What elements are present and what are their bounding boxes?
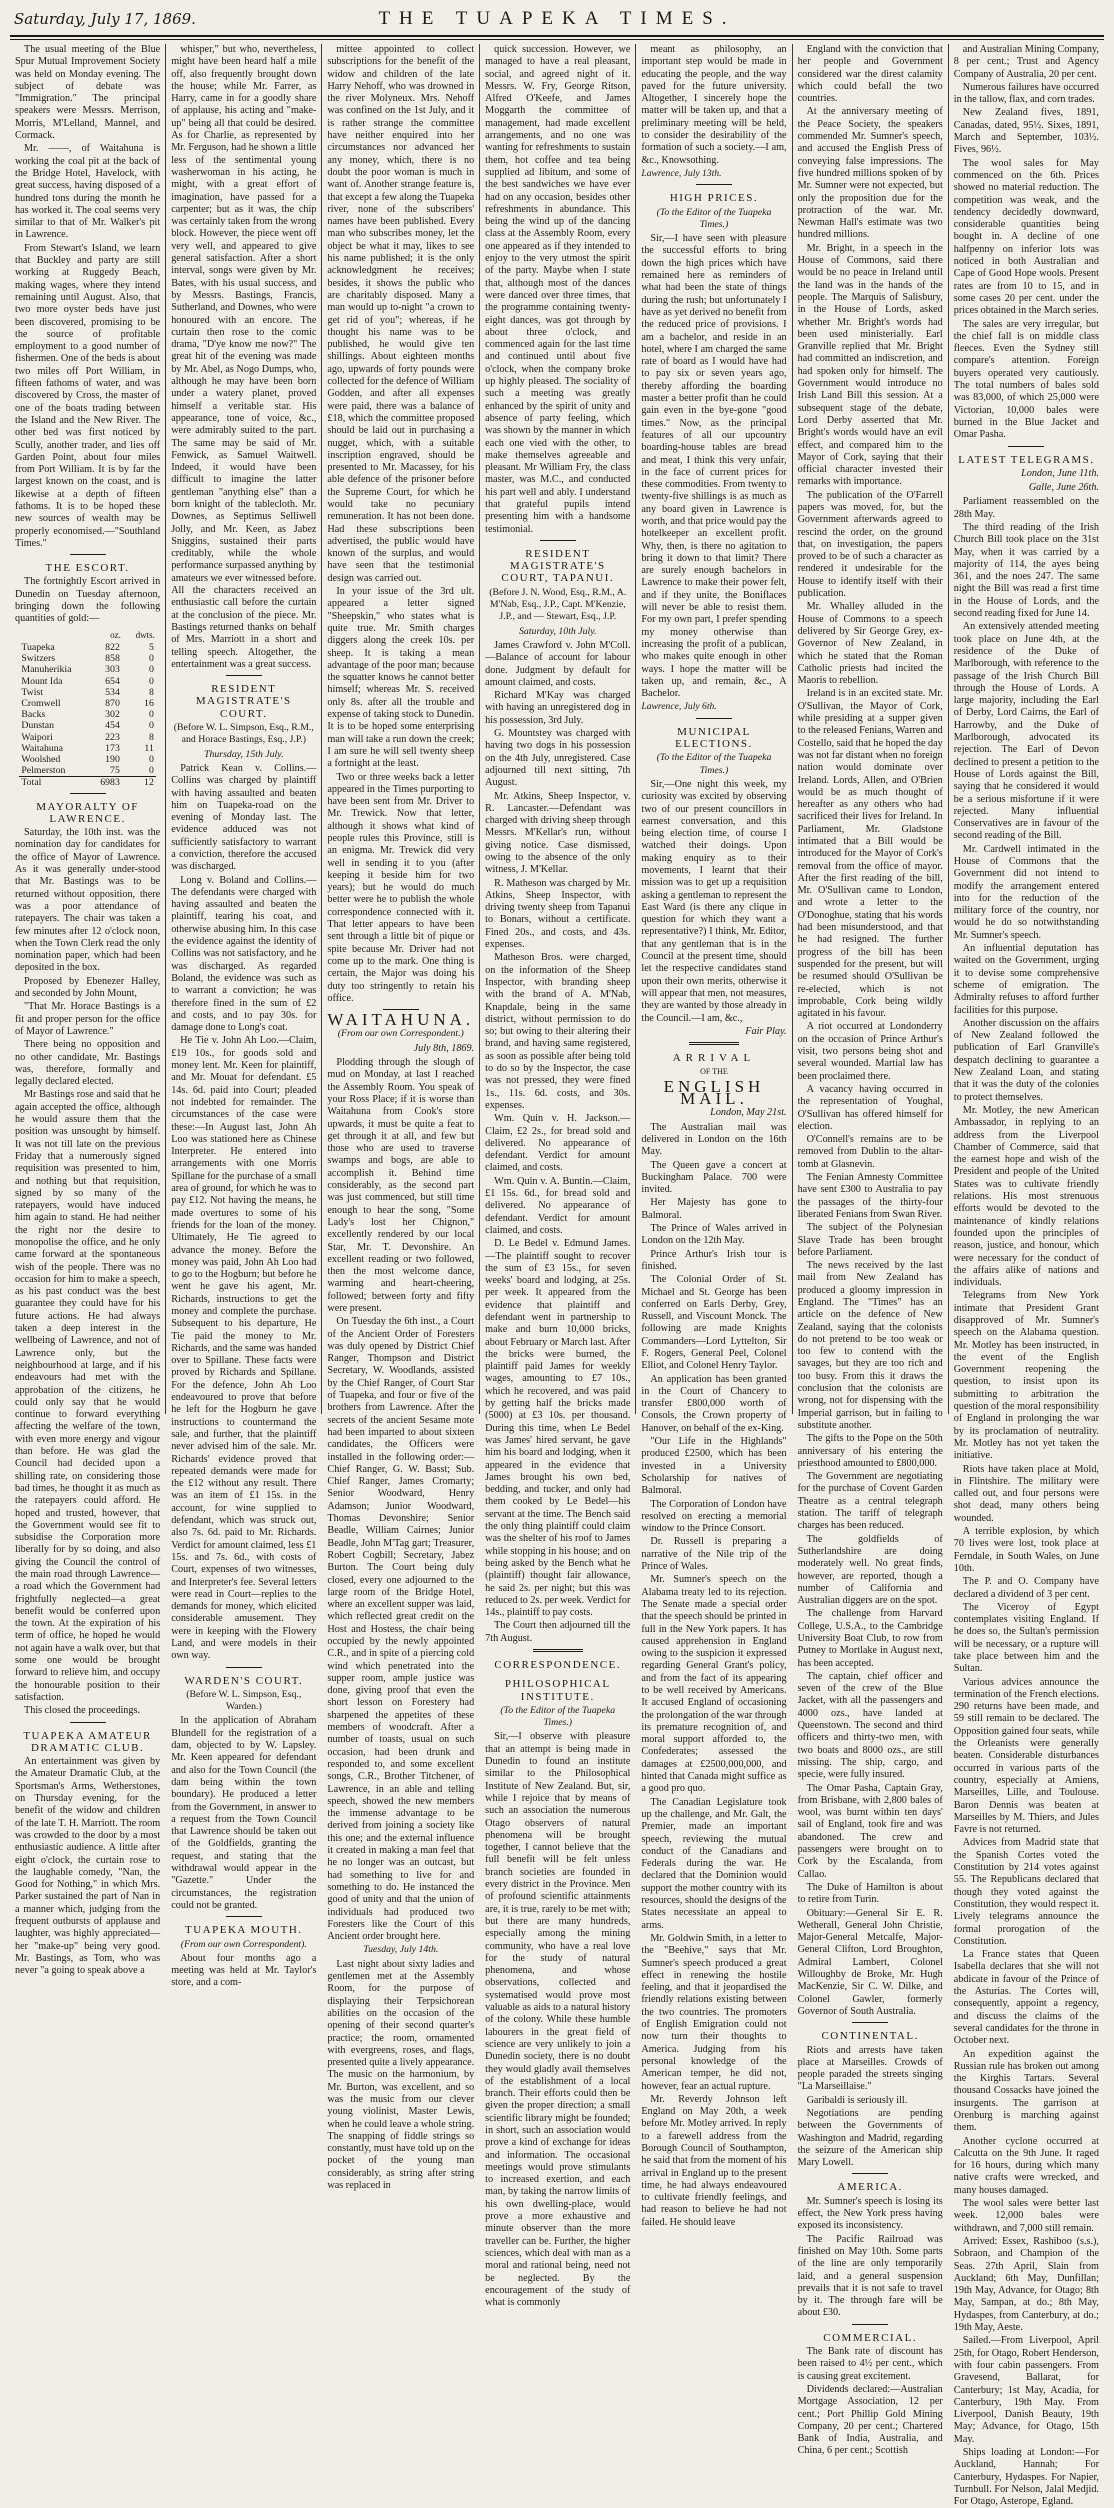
article-paragraph: Dr. Russell is preparing a narrative of the Nile trip of the Prince of Wales. — [641, 1536, 787, 1573]
article-paragraph: Ireland is in an excited state. Mr. O'Sullivan, the Mayor of Cork, while presiding at a supper given to the released Fenians, Warren and Costello, said that he hoped the day was not far distant when no foreign nation would dominate over Ireland. Lords, Allen, and O'Brien would be as much thought of hereafter as any others who had sacrificed their lives for Ireland. In Parliament, Mr. Gladstone intimated that a Bill would be introduced for the Mayor of Cork's removal from the office of mayor. After the first reading of the bill, Mr. O'Sullivan came to London, and wrote a letter to the O'Donoghue, stating that his words had been misunderstood, and that he had resigned. The further progress of the bill has been suspended for the present, but will be resumed should O'Sullivan be re-elected, which is not improbable, Cork being wildly agitated in his favour. — [797, 688, 943, 1020]
letter-signature: Fair Play. — [745, 1025, 787, 1037]
column-5 — [635, 44, 791, 2228]
article-paragraph: Riots and arrests have taken place at Marseilles. Crowds of people paraded the streets singing "La Marseillaise." — [797, 2044, 943, 2093]
court-bench: (Before W. L. Simpson, Esq., R.M., and Horace Bastings, Esq., J.P.) — [173, 722, 314, 746]
article-paragraph: Sir,—One night this week, my curiosity was excited by observing two of our present councillors in earnest conversation, and this being election time, of course I watched their doings. Upon making enquiry as to their movements, I learnt that their mission was to get up a requisition asking a gentleman to represent the East Ward (is there any clique in question for which they want a representative?) I think, Mr. Editor, that any gentleman that is in the Council at the present time, should let the respective candidates stand upon their own merits, otherwise it will appear that men, not measures, they are wanted by those already in the Council.—I am, &c., — [641, 778, 787, 1024]
column-7 — [948, 44, 1104, 2508]
section-heading-dramatic-club: TUAPEKA AMATEUR DRAMATIC CLUB. — [23, 1729, 152, 1754]
article-paragraph: Long v. Boland and Collins.—The defendants were charged with having assaulted and beaten the plaintiff, tearing his coat, and otherwise abusing him. In this case the evidence against the identity of Collins was not satisfactory, and he was discharged. As regarded Boland, the evidence was such as to warrant a conviction; he was therefore fined in the sum of £2 and costs, and to pay 30s. for damage done to Long's coat. — [171, 874, 317, 1034]
article-paragraph: The usual meeting of the Blue Spur Mutual Improvement Society was held on Monday evening. The subject of debate was "Immigration." The principal speakers were Messrs. Merrison, Morris, M'Lelland, Mannel, and Cormack. — [15, 44, 161, 142]
article-paragraph: Prince Arthur's Irish tour is finished. — [641, 1248, 787, 1272]
article-paragraph: Plodding through the slough of mud on Monday, at last I reached the Assembly Room. You speak of your Ross Place; if it is worse than Waitahuna from Cook's store upwards, it must be quite a feat to get through it at all, and few but those who are used to traverse swamps and bogs, are able to accomplish it. Behind time considerably, as the second part was just commenced, but still time enough to hear the song, "Some Lady's lost her Chignon," excellently rendered by our local Star, Mr. T. Devonshire. An excellent reading or two followed, then the most welcome dance, warming and heart-cheering, followed; between forty and fifty were present. — [327, 1057, 475, 1314]
article-paragraph: The Court then adjourned till the 7th August. — [485, 1620, 631, 1644]
section-heading-latest-telegrams: LATEST TELEGRAMS. — [958, 453, 1095, 466]
article-paragraph: Sailed.—From Liverpool, April 25th, for Otago, Robert Henderson, with four cabin passengers. From Gravesend, Ballarat, for Canterbury; 1st May, Acadia, for Canterbury, 19th May. From Liverpool, Danish Beauty, 19th May; Advance, for Otago, 15th May. — [953, 2335, 1099, 2445]
divider — [696, 184, 732, 185]
letter-addressee: (To the Editor of the Tuapeka Times.) — [656, 752, 772, 776]
divider — [226, 675, 262, 676]
section-heading-arrival: ARRIVAL — [672, 1052, 756, 1065]
article-paragraph: The P. and O. Company have declared a dividend of 3 per cent. — [953, 1576, 1099, 1600]
article-paragraph: The goldfields of Sutherlandshire are doing moderately well. No great finds, however, are reported, though a number of California and Australian diggers are on the spot. — [797, 1533, 943, 1607]
article-paragraph: Two or three weeks back a letter appeared in the Times purporting to have been sent from Mr. Driver to Mr. Trewick. Now that letter, although it shows what kind of people rules this Province, still is an enigma. Mr. Trewick did very well in sending it to you (after keeping it beside him for two years); but he would do much better were he to publish the whole correspondence connected with it. That letter appears to have been sent through a little bit of pique or spite because Mr. Driver had not come up to the mark. One thing is certain, the Major was doing his duty too stringently to retain his office. — [327, 771, 475, 1004]
divider — [540, 540, 576, 541]
escort-header-row — [19, 628, 155, 642]
escort-row: Backs 302 0 — [21, 709, 154, 721]
article-paragraph: The Viceroy of Egypt contemplates visiting England. If he does so, the Sultan's permission will be necessary, or a rupture will take place between him and the Sultan. — [953, 1601, 1099, 1675]
article-paragraph: The sales are very irregular, but the chief fall is on middle class fleeces. Even the Sydney still compare's attention. Foreign buyers operated very cautiously. The total numbers of bales sold was 83,000, of which 25,000 were Victorian, 10,000 bales were burned in the Blue Jacket and Omar Pasha. — [953, 318, 1099, 441]
escort-row: Waipori 223 8 — [21, 731, 154, 743]
article-paragraph: An application has been granted in the Court of Chancery to transfer £800,000 worth of Consols, the Crown property of Hanover, on behalf of the ex-King. — [641, 1373, 787, 1434]
article-paragraph: Various advices announce the termination of the French elections. 290 returns have been made, and 59 still remain to be declared. The Opposition gained four seats, while the Orleanists were generally beaten. Considerable disturbances occurred in various parts of the country, especially at Amiens, Marseilles, Lille, and Toulouse. Baron Dennis was beaten at Marseilles by M. Thiers, and Jules Favre is not returned. — [953, 1676, 1099, 1836]
article-paragraph: La France states that Queen Isabella declares that she will not abdicate in favour of the Prince of the Asturias. The Cortes will, consequently, appoint a regency, and discuss the claims of the several candidates for the throne in October next. — [953, 1949, 1099, 2047]
article-paragraph: On Tuesday the 6th inst., a Court of the Ancient Order of Foresters was duly opened by District Chief Ranger, Thompson and District Secretary, W. Woodlands, assisted by the Chief Ranger, of Court Star of Tuapeka, and four or five of the brothers from Lawrence. After the secrets of the ancient Sesame mote had been imparted to about sixteen candidates, the Officers were installed in the following order:—Chief Ranger, G. W. Basst; Sub. Chief Ranger, James Cromarty; Senior Woodward, Henry Adamson; Junior Woodward, Thomas Devonshire; Senior Beadle, William Cairnes; Junior Beadle, John M'Tag gart; Treasurer, Robert Cogbill; Secretary, Jabez Burton. The Court being duly closed, every one adjourned to the large room of the Bridge Hotel, where an excellent supper was laid, which reflected great credit on the Host and Hostess, the chair being occupied by the newly appointed C.R., and in spite of a piercing cold wind which penetrated into the supper room, ample justice was done, giving proof that even the short lesson on Forestery had sharpened the appetites of these members of woodcraft. After a number of toasts, usual on such occasion, had been drunk and responded to, and some excellent songs, C.R., Brother Titchener, of Lawrence, in an able and telling speech, showed the new members the immense advantage to be derived from joining a society like this one; and the external influence it created in making a man feel that he no longer was an outcast, but had something to live for and something to do. He instanced the good of unity and that the union of individuals had produced two Foresters like the Court of this Ancient order brought here. — [327, 1316, 475, 1943]
article-paragraph: An entertainment was given by the Amateur Dramatic Club, at the Sportsman's Arms, Wetherstones, on Thursday evening, for the benefit of the widow and children of the late T. H. Marriott. The room was crowded to the door by a most enthusiastic audience. A little after eight o'clock, the curtain rose to the laughable comedy, "Nan, the Good for Nothing," in which Mrs. Parker sustained the part of Nan in a manner which, judging from the frequent outbursts of applause and laughter, was highly appreciated—her "make-up" being very good. Mr. Bastings, as Tom, who was never "a going to speak above a — [15, 1756, 161, 1977]
escort-intro: The fortnightly Escort arrived in Dunedin on Tuesday afternoon, bringing down the following quantities of gold:— — [15, 576, 161, 625]
dateline: July 8th, 1869. — [413, 1042, 475, 1054]
dateline: Galle, June 26th. — [1028, 482, 1099, 494]
article-paragraph: Mr. Goldwin Smith, in a letter to the "Beehive," says that Mr. Sumner's speech produced a great effect in renewing the hostile feeling, and that it jeopardised the friendly relations existing between the two countries. The promoters of English Emigration could not now turn their thoughts to America. Judging from his personal knowledge of the American temper, he did not, however, fear an actual rupture. — [641, 1932, 787, 2092]
court-date: Thursday, 15th July. — [204, 748, 284, 760]
newspaper-page — [10, 6, 1104, 2508]
article-paragraph: Arrived: Essex, Rashiboo (s.s.), Sobraon, and Champion of the Seas. 27th April, Slain from Auckland; 6th May, Dunfillan; 19th May, Advance, for Otago; 8th May, Sampan, at do.; 8th May, Hydaspes, from Canterbury, at do.; 19th May, Aeste. — [953, 2235, 1099, 2334]
article-paragraph: Mr. Reverdy Johnson left England on May 20th, a week before Mr. Motley arrived. In reply to a farewell address from the Borough Council of Southampton, he said that from the moment of his arrival in England up to the present time, he had always endeavoured to cultivate friendly feelings, and had reason to believe he had not failed. He should leave — [641, 2093, 787, 2228]
article-paragraph: Mr. Motley, the new American Ambassador, in replying to an address from the Liverpool Chamber of Commerce, said that the earnest hope and wish of the President and people of the United States was to cultivate friendly relations. His most strenuous efforts would be devoted to the maintenance of kindly relations founded upon the principles of reason, justice, and honour, which were necessary for the conduct of the affairs alike of nations and individuals. — [953, 1104, 1099, 1289]
masthead — [10, 6, 1104, 37]
article-paragraph: Mr. Whalley alluded in the House of Commons to a speech delivered by Sir George Grey, ex-Governor of New Zealand, in which he stated that the Roman Catholic priests had incited the Maoris to rebellion. — [797, 601, 943, 687]
article-paragraph: England with the conviction that her people and Government considered war the direst calamity which could befall the two countries. — [797, 44, 943, 105]
article-paragraph: Ships loading at London:—For Auckland, Hannah; For Canterbury, Hydaspes. For Napier, Turnbull. For Nelson, Jalal Medjid. For Otago, Asterope, Egland. — [953, 2447, 1099, 2508]
article-paragraph: Advices from Madrid state that the Spanish Cortes voted the Constitution by 214 votes against 55. The Republicans declared that though they voted against the Constitution, they would respect it. Lively telegrams announce the formal prorogation of the Constitution. — [953, 1837, 1099, 1947]
section-heading-municipal-elections: MUNICIPAL ELECTIONS. — [675, 725, 753, 751]
escort-row: Cromwell 870 16 — [21, 697, 154, 709]
column-4 — [479, 44, 635, 2309]
escort-col-dwts: dwts. — [135, 629, 155, 640]
section-heading-philosophical: PHILOSOPHICAL INSTITUTE. — [504, 1678, 611, 1703]
article-paragraph: The Australian mail was delivered in London on the 16th May. — [641, 1121, 787, 1158]
letter-addressee: (To the Editor of the Tuapeka Times.) — [656, 206, 772, 230]
divider — [689, 1042, 739, 1045]
divider — [1008, 446, 1044, 447]
article-paragraph: Mr Bastings rose and said that he again accepted the office, although he would assure them that the position was unsought by himself. It was not till late on the previous Friday that a numerously signed requisition was presented to him, and nothing but that requisition, signed by so many of the ratepayers, would have induced him again to stand. He had neither the right nor the desire to monopolise the office, and he only came forward at the spontaneous wish of the people. There was no occasion for him to make a speech, as his past conduct was the best guarantee they could have for his future actions. He had always taken a deep interest in the wellbeing of Lawrence, and not of Lawrence only, but the neighbourhood at large, and if his endeavours had met with the approbation of the citizens, he could only say that he would continue to forward everything affecting the welfare of the town, with even more energy and vigour than before. He was glad the Council had decided upon a shilling rate, on considering those bad times, he thought it as much as the ratepayers could afford. He hoped and trusted, however, that the Government would see fit to subsidise the Corporation more liberally for by so doing, and also giving the Council the control of the main road through Lawrence—a road which the Government had frightfully neglected—a great benefit would be conferred upon the town. At the expiration of his term of office, he hoped he would not again have a walk over, but that some one would be brought forward to relieve him, and occupy the honourable position to their satisfaction. — [15, 1089, 161, 1703]
article-paragraph: and Australian Mining Company, 8 per cent.; Trust and Agency Company of Australia, 20 per cent. — [953, 44, 1099, 80]
section-heading-commercial: COMMERCIAL. — [823, 2331, 918, 2344]
escort-total-row: Total 6983 12 — [21, 777, 154, 789]
dateline: Tuesday, July 14th. — [363, 1944, 439, 1956]
article-paragraph: An influential deputation has waited on the Government, urging it to devise some comprehensive scheme of emigration. The Admiralty refuses to afford further facilities for this purpose. — [953, 943, 1099, 1016]
article-paragraph: The gifts to the Pope on the 50th anniversary of his entering the priesthood amounted to £800,000. — [797, 1433, 943, 1469]
court-bench: (Before W. L. Simpson, Esq., Warden.) — [186, 1688, 302, 1713]
article-paragraph: meant as philosophy, an important step would be made in educating the people, and the way paved for the future university. Altogether, I sincerely hope the matter will be taken up, and that a preliminary meeting will be held, to consider the desirability of the formation of such a society.—I am, &c., Knowsothing. — [641, 44, 787, 166]
section-heading-america: AMERICA. — [837, 2181, 903, 2194]
article-paragraph: The Bank rate of discount has been raised to 4½ per cent., which is causing great excitement. — [797, 2346, 943, 2382]
article-paragraph: Numerous failures have occurred in the tallow, flax, and corn trades. — [953, 81, 1099, 106]
heading-connector: OF THE — [700, 1067, 728, 1077]
escort-row: Waitahuna 173 11 — [21, 742, 154, 754]
section-heading-escort: THE ESCORT. — [45, 562, 130, 575]
article-paragraph: A vacancy having occurred in the representation of Youghal, O'Sullivan has offered himself for election. — [797, 1083, 943, 1132]
article-paragraph: "Our Life in the Highlands" produced £2500, which has been invested in a University Scholarship for natives of Balmoral. — [641, 1436, 787, 1497]
divider — [533, 1649, 583, 1652]
divider — [226, 1667, 262, 1668]
article-paragraph: The third reading of the Irish Church Bill took place on the 31st May, when it was carried by a majority of 114, the ayes being 361, and the noes 247. The same night the Bill was read a first time in the House of Lords, and the second reading fixed for June 14. — [953, 521, 1099, 620]
article-paragraph: The Corporation of London have resolved on erecting a memorial window to the Prince Consort. — [641, 1498, 787, 1535]
section-heading-correspondence: CORRESPONDENCE. — [494, 1659, 622, 1671]
article-paragraph: The wool sales for May commenced on the 6th. Prices showed no material reduction. The competition was weak, and the tendency decidedly downward, considerable quantities being bought in. A decline of one halfpenny on inferior lots was noticed in both Australian and Cape of Good Hope wools. Present rates are from 10 to 15, and in some cases 20 per cent. under the prices obtained in the March series. — [953, 157, 1099, 317]
article-paragraph: The Queen gave a concert at Buckingham Palace. 700 were invited. — [641, 1159, 787, 1196]
issue-date: Saturday, July 17, 1869. — [14, 10, 196, 28]
article-paragraph: The news received by the last mail from New Zealand has produced a gloomy impression in England. The "Times" has an article on the defence of New Zealand, saying that the colonists do not pretend to be too weak or too few to contend with the savages, but they are too rich and too busy. From this it draws the conclusion that the colonists are wrong, not for dispensing with the Imperial garrison, but in failing to substitute another. — [797, 1260, 943, 1431]
escort-col-oz: oz. — [110, 629, 121, 640]
divider — [226, 1916, 262, 1917]
dateline: London, May 21st. — [710, 1107, 787, 1119]
article-paragraph: Riots have taken place at Mold, in Flintshire. The military were called out, and four persons were shot dead, many others being wounded. — [953, 1463, 1099, 1524]
escort-row: Manuherikia 303 0 — [21, 664, 154, 676]
article-paragraph: D. Le Bedel v. Edmund James.—The plaintiff sought to recover the sum of £3 15s., for seven weeks' board and lodging, at 25s. per week. It appeared from the evidence that plaintiff and defendant went in partnership to make and burn 10,000 bricks, about February or March last. After the bricks were burned, the plaintiff paid James for weekly wages, amounting to £7 10s., which he recovered, and was paid by getting half the bricks made (5000) at £3 10s. per thousand. During this time, when Le Bedel was James' hired servant, he gave him his board and lodging, when it appeared in the evidence that James brought his own bed, bedding, and tucker, and only had them cooked by Le Bedel—his servant at the time. The Bench said the only thing plaintiff could claim was the shelter of his roof to James while stopping in his house; and on being asked by the Bench what he (plaintiff) thought fair allowance, he said 2s. per night; but this was reduced to 2s. per week. Verdict for 14s., plaintiff to pay costs. — [485, 1238, 631, 1619]
column-6 — [792, 44, 948, 2457]
section-heading-continental: CONTINENTAL. — [821, 2030, 919, 2043]
letter-location: Lawrence, July 13th. — [641, 167, 722, 179]
escort-row: Tuapeka 822 5 — [21, 641, 154, 653]
article-paragraph: mittee appointed to collect subscriptions for the benefit of the widow and children of the late Harry Nehoff, who was drowned in the river Molyneux. Mrs. Nehoff was confined on the 1st July, and it is rather strange the committee have neither enquired into her circumstances nor advanced her any money, which, there is no doubt the poor woman is much in want of. Another strange feature is, that except a few along the Tuapeka river, none of the subscribers' names have been published. Every man who subscribes money, let the object be what it may, likes to see his name published; it is the only acknowledgment he receives; besides, it shows the public who are charitably disposed. Many a man would up to-night "a crown to get rid of you"; whereas, if he thought his name was to be published, he would give ten shillings. About eighteen months ago, upwards of forty pounds were collected for the defence of William Godden, and after all expenses were paid, there was a balance of £18, which the committee proposed should be laid out in purchasing a nugget, which, with a suitable inscription engraved, should be presented to Mr. Macassey, for his able defence of the prisoner before the Supreme Court, for which he would take no pecuniary remuneration. It has not been done. Had these subscriptions been advertised, the public would have known of the surplus, and would have seen that the testimonial design was carried out. — [327, 44, 475, 584]
article-paragraph: Telegrams from New York intimate that President Grant disapproved of Mr. Sumner's speech on the Alabama question. Mr. Motley has been instructed, in the event of the English Government reopening the question, to insist upon its submitting to arbitration the question of the moral responsibility of England in prolonging the war by its proclamation of neutrality. Mr. Motley has not yet taken the initiative. — [953, 1290, 1099, 1462]
article-paragraph: Obituary:—General Sir E. R. Wetherall, General John Christie, Major-General Metcalfe, Major-General Clifton, Lord Broughton, Admiral Lambert, Colonel Willoughby de Broke, Mr. Hugh MacKenzie, Sir C. W. Dilke, and Colonel Gawler, formerly Governor of South Australia. — [797, 1907, 943, 2017]
article-paragraph: The Prince of Wales arrived in London on the 12th May. — [641, 1223, 787, 1247]
article-paragraph: Sir,—I have seen with pleasure the successful efforts to bring down the high prices which have remained here as reminders of what had been the state of things during the rush; but unfortunately I have as yet derived no benefit from the reduced price of provisions. I am a bachelor, and reside in an hotel, where I am charged the same rate of board as I would have had to pay six or seven years ago, thereby affording the boarding master a better profit than he could gain even in the bye-gone "good times." Now, as the principal features of all our upcountry boarding-house tables are bread and meat, I think this very unfair, in the face of current prices for these commodities. From twenty to twenty-five shillings is as much as any board given in Lawrence is worth, and that price would pay the hotelkeeper an excellent profit. Why, then, is there no agitation to bring it down to that limit? There are surely enough bachelors in Lawrence to make their power felt, and if they unite, the Boniflaces will never be able to resist them. For my own part, I prefer spending my money otherwise than increasing the profit of a publican, who makes quite enough in other ways. I hope the matter will be taken up, and remain, &c., A Bachelor. — [641, 233, 787, 700]
article-paragraph: Mr. Sumner's speech on the Alabama treaty led to its rejection. The Senate made a special order that the speech should be printed in full in the New York papers. It has caused apprehension in England owing to the suspicion it expressed regarding General Grant's policy, and from the fact of its appearing to be well received by Americans. It accused England of occasioning the prolongation of the war through its premature recognition of, and moral support afforded to, the Confederates; assessed the damages at £2500,000,000, and hinted that Canada might suffice as a good pro quo. — [641, 1574, 787, 1795]
article-paragraph: Another cyclone occurred at Calcutta on the 9th June. It raged for 16 hours, during which many native crafts were wrecked, and many houses damaged. — [953, 2135, 1099, 2196]
article-paragraph: Wm. Quin v. H. Jackson.—Claim, £2 2s., for bread sold and delivered. No appearance of defendant. Verdict for amount claimed, and costs. — [485, 1113, 631, 1174]
article-paragraph: He Tie v. John Ah Loo.—Claim, £19 10s., for goods sold and money lent. Mr. Keen for plaintiff, and Mr. Mouat for defendant. £5 14s. 6d. paid into Court; pleaded not indebted for remainder. The circumstances of the case were these:—In August last, John Ah Loo was stationed here as Chinese Interpreter. He entered into arrangements with one Morris Spillane for the purchase of a small area of ground, for which he was to pay £12. Not having the means, he made overtures to some of his friends for the loan of the money. Ultimately, He Tie agreed to advance the money. Before the money was paid, John Ah Loo had to go to the Hogburn; but before he went he gave his agent, Mr. Richards, instructions to get the money and complete the purchase. Subsequent to his departure, He Tie paid the money to Mr. Richards, and the same was handed over to Spillane. These facts were proved by Richards and Spillane. For the defence, John Ah Loo endeavoured to prove that before he left for the Hogburn he gave instructions to countermand the sale, and further, that the plaintiff never advised him of the sale. Mr. Richards' evidence proved that repeated demands were made for the £12 without any result. There was an item of £1 15s. in the account, for wine supplied to defendant, which was struck out, also 7s. 6d. paid to Mr. Richards. Verdict for amount claimed, less £1 15s. and 7s. 6d., with costs of Court, expenses of two witnesses, and Interpreter's fee. Several letters were read in Court—replies to the demands for money, which elicited considerable amusement. They were in keeping with the Flowery Land, and were models in their own way. — [171, 1035, 317, 1662]
divider — [696, 718, 732, 719]
divider — [70, 554, 106, 555]
escort-table — [19, 628, 155, 789]
article-paragraph: A terrible explosion, by which 70 lives were lost, took place at Ferndale, in South Wales, on June 10th. — [953, 1526, 1099, 1574]
article-paragraph: The Government are negotiating for the purchase of Covent Garden Theatre as a central telegraph station. The tariff of telegraph charges has been reduced. — [797, 1471, 943, 1532]
divider — [852, 2173, 888, 2174]
article-paragraph: whisper," but who, nevertheless, might have been heard half a mile off, also frequently brought down the house; while Mr. Farrer, as Harry, came in for a goodly share of applause, his acting and "make-up" being all that could be desired. As for Charlie, as represented by Mr. Ferguson, had he shown a little less of the sentimental young washerwoman in his acting, he might, with a great effort of imagination, have passed for a carpenter; but as it was, the chip was certainly taken from the wrong block. However, the piece went off very well, and appeared to give general satisfaction. After a short interval, songs were given by Mr. Bates, with his usual success, and by Messrs. Bastings, Francis, Sutherland, and Downes, who were honoured with an encore. The curtain then rose to the comic drama, "D'ye know me now?" The great hit of the evening was made by Mr. Abel, as Nogo Dumps, who, although he may have been born under a watery planet, proved himself a veritable star. His appearance, tone of voice, &c., were admirably suited to the part. The same may be said of Mr. Fenwick, as Samuel Waitwell. Indeed, it would have been difficult to imagine the latter gentleman "anything else" than a born knight of the tablecloth. Mr. Downes, as Septimus Selliwell Jolly, and Mr. Keen, as Jabez Sniggins, sustained their parts creditably, while the whole performance surpassed anything by amateurs we ever witnessed before. All the characters received an enthusiastic call before the curtain at the conclusion of the piece. Mr. Bastings returned thanks on behalf of Mrs. Marriott in a short and telling speech. Altogether, the entertainment was a great success. — [171, 44, 317, 670]
article-paragraph: This closed the proceedings. — [24, 1705, 140, 1717]
article-paragraph: Mr. Atkins, Sheep Inspector, v. R. Lancaster.—Defendant was charged with driving sheep through Messrs. M'Kellar's run, without giving notice. Case dismissed, owing to the absence of the only witness, J. M'Kellar. — [485, 790, 631, 876]
section-heading-high-prices: HIGH PRICES. — [669, 192, 759, 205]
section-heading-wardens-court: WARDEN'S COURT. — [184, 1674, 304, 1687]
article-paragraph: Mr. ——, of Waitahuna is working the coal pit at the back of the Bridge Hotel, Havelock, with great success, having disposed of a hundred tons during the month he has worked it. The coal seems very similar to that of Mr. Walker's pit in Lawrence. — [15, 143, 161, 241]
column-1 — [10, 44, 165, 1977]
dateline: London, June 11th. — [1021, 467, 1099, 479]
article-paragraph: Garibaldi is seriously ill. — [806, 2094, 908, 2106]
article-paragraph: Last night about sixty ladies and gentlemen met at the Assembly Room, for the purpose of displaying their Terpsichorean abilities on the occasion of the opening of their second quarter's practice; the room, ornamented with evergreens, roses, and flags, presented quite a lively appearance. The music on the harmonium, by Mr. Burton, was excellent, and so was the music from our clever young violinist, Master Lewis, when he could leave a whole string. The snapping of fiddle strings so constantly, must have told up on the pocket of the young man considerably, as string after string was replaced in — [327, 1958, 475, 2192]
article-paragraph: A riot occurred at Londonderry on the occasion of Prince Arthur's visit, two persons being shot and several wounded. Martial law has been proclaimed there. — [797, 1021, 943, 1082]
article-paragraph: The Pacific Railroad was finished on May 10th. Some parts of the line are only temporarily laid, and a general suspension prevails that it is not safe to travel by it. The through fare will be about £30. — [797, 2233, 943, 2319]
article-paragraph: Patrick Kean v. Collins.—Collins was charged by plaintiff with having assaulted and beaten him on Tuapeka-road on the evening of Monday last. The evidence adduced was not sufficiently satisfactory to warrant a conviction, therefore the accused was discharged. — [171, 762, 317, 873]
divider — [852, 2022, 888, 2023]
section-heading-rm-court-tapanui: RESIDENT MAGISTRATE'S COURT, TAPANUI. — [501, 547, 615, 585]
article-paragraph: Mr. Cardwell intimated in the House of Commons that the Government did not intend to modify the arrangement entered into for the reduction of the military force of the country, nor would he do so notwithstanding Mr. Sumner's speech. — [953, 843, 1099, 941]
court-bench: (Before J. N. Wood, Esq., R.M., A. M'Nab, Esq., J.P., Capt. M'Kenzie, J.P., and — Stewart, Esq., J.P. — [489, 586, 627, 623]
section-heading-mayoralty: MAYORALTY OF LAWRENCE. — [36, 800, 139, 825]
article-paragraph: Dividends declared:—Australian Mortgage Association, 12 per cent.; Port Phillip Gold Mining Company, 20 per cent.; Chartered Bank of India, Australia, and China, 6 per cent.; Scottish — [797, 2383, 943, 2457]
column-3 — [321, 44, 479, 2192]
divider — [852, 2324, 888, 2325]
article-paragraph: The Omar Pasha, Captain Gray, from Brisbane, with 2,800 bales of wool, was burnt within ten days' sail of England, took fire and was abandoned. The crew and passengers were brought on to Cork by the Escalanda, from Callao. — [797, 1782, 943, 1880]
letter-addressee: (To the Editor of the Tuapeka Times.) — [500, 1704, 616, 1729]
article-paragraph: At the anniversary meeting of the Peace Society, the speakers commended Mr. Sumner's speech, and accused the English Press of conveying false impressions. The five hundred millions spoken of by Mr. Sumner were not expected, but only the proposition due for the protraction of the war. Mr. Newman Hall's estimate was two hundred millions. — [797, 106, 943, 241]
article-paragraph: Parliament reassembled on the 28th May. — [953, 496, 1099, 520]
article-paragraph: New Zealand fives, 1891, Canadas, dated, 95½. Sixes, 1891, March and September, 103½. Fives, 96½. — [953, 107, 1099, 156]
section-heading-english-mail: ENGLISH MAIL. — [663, 1076, 765, 1109]
article-paragraph: The challenge from Harvard College, U.S.A., to the Cambridge University Boat Club, to row from Putney to Mortlake in August next, has been accepted. — [797, 1608, 943, 1669]
article-paragraph: Saturday, the 10th inst. was the nomination day for candidates for the office of Mayor of Lawrence. As it was generally under-stood that Mr. Bastings was to be returned without opposition, there was a poor attendance of ratepayers. The chair was taken a few minutes after 12 o'clock noon, when the Town Clerk read the only nomination paper, which had been deposited in the box. — [15, 827, 161, 974]
article-paragraph: There being no opposition and no other candidate, Mr. Bastings was, therefore, formally and legally declared elected. — [15, 1039, 161, 1088]
article-paragraph: "That Mr. Horace Bastings is a fit and proper person for the office of Mayor of Lawrence." — [15, 1001, 161, 1037]
article-paragraph: Wm. Quin v. A. Buntin.—Claim, £1 15s. 6d., for bread sold and delivered. No appearance of defendant. Verdict for amount claimed, and costs. — [485, 1175, 631, 1236]
correspondent-note: (From our own Correspondent). — [180, 1938, 307, 1950]
divider — [70, 793, 106, 794]
article-paragraph: From Stewart's Island, we learn that Buckley and party are still working at Ruggedy Beach, making wages, where they intend remaining until August. Also, that two more oyster beds have just been discovered, promising to be the source of profitable employment to a good number of fishermen. One of the beds is about two miles off Port William, in fifteen fathoms of water, and was discovered by Cross, the master of one of the boats trading between the Island and the New River. The other bed was first noticed by Scully, another trader, and lies off Garden Point, about four miles from Port William. It is by far the largest known on the coast, and is likewise at a depth of fifteen fathoms. It is to be hoped these new sources of wealth may be properly economised.—"Southland Times." — [15, 242, 161, 549]
column-2 — [165, 44, 321, 1989]
article-paragraph: In your issue of the 3rd ult. appeared a letter signed "Sheepskin," who states what is quite true. Mr. Smith charges diggers along the creek 10s. per sheep. It is taking a mean advantage of the poor man; because the squatter knows he cannot better himself; whereas Mr. S. received only 8s. after all the trouble and expense of taking stock to Dunedin. It is to be hoped some enterprising man will take a run down the creek; I am sure he will sell twenty sheep a fortnight at the least. — [327, 586, 475, 770]
escort-row: Pelmerston 75 0 — [21, 765, 154, 777]
divider — [70, 1722, 106, 1723]
article-paragraph: Another discussion on the affairs of New Zealand followed the publication of Earl Granville's despatch declining to guarantee a New Zealand Loan, and stating that it was the duty of the colonies to protect themselves. — [953, 1017, 1099, 1103]
court-date: Saturday, 10th July. — [519, 625, 597, 637]
article-paragraph: Richard M'Kay was charged with having an unregistered dog in his possession, 3rd July. — [485, 690, 631, 726]
article-paragraph: The publication of the O'Farrell papers was moved, for, but the Government afterwards agreed to rescind the order, on the ground that, on investigation, the papers proved to be of such a character as rendered it undesirable for the House to identify itself with their publication. — [797, 489, 943, 600]
escort-row: Woolshed 190 0 — [21, 753, 154, 765]
correspondent-note: (From our own Correspondent.) — [337, 1028, 464, 1040]
escort-row: Switzers 858 0 — [21, 653, 154, 665]
article-paragraph: The wool sales were better last week. 12,000 bales were withdrawn, and 7,000 still remain. — [953, 2198, 1099, 2234]
article-paragraph: Mr. Sumner's speech is losing its effect, the New York press having exposed its inconsistency. — [797, 2195, 943, 2232]
article-paragraph: An expedition against the Russian rule has broken out among the Kirghis Tartars. Several thousand Cossacks have joined the insurgents. The garrison at Orenburg is marching against them. — [953, 2048, 1099, 2134]
section-heading-tuapeka-mouth: TUAPEKA MOUTH. — [185, 1924, 303, 1937]
article-paragraph: The Duke of Hamilton is about to retire from Turin. — [797, 1881, 943, 1906]
article-paragraph: The Colonial Order of St. Michael and St. George has been conferred on Earls Derby, Grey, Russell, and Viscount Monck. The following are made Knights Commanders—Lord Lyttelton, Sir F. Rogers, General Peel, Colonel Elliot, and Colonel Henry Taylor. — [641, 1274, 787, 1372]
article-paragraph: G. Mountstey was charged with having two dogs in his possession on the 4th July, unregistered. Case adjourned till next sitting, 7th August. — [485, 728, 631, 789]
article-paragraph: quick succession. However, we managed to have a real pleasant, social, and agreed night of it. Messrs. W. Fry, George Ritson, Alfred O'Keefe, and James Moggarth the committee of management, had made excellent arrangements, and no one was wanting for refreshments to sustain them, hot coffee and tea being supplied ad libitum, and some of the best sandwiches we have ever had on any occasion, besides other refreshments in abundance. This being the wind up of the dancing class at the Assembly Room, every one appeared as if they intended to enjoy to the very utmost the spirit of the party. Maybe when I state that, although most of the dances were danced over three times, that the programme containing twenty-eight dances, was got through by about three o'clock, and commenced again for the last time and continued until about five o'clock, when the company broke up highly pleased. The sociality of such a meeting was greatly enhanced by the spirit of unity and absence of party feeling, which was shown by the manner in which each one vied with the other, to make themselves agreeable and pleasant. Mr William Fry, the class master, was M.C., and conducted his part well and ably. I understand that grateful pupils intend presenting him with a handsome testimonial. — [485, 44, 631, 535]
article-paragraph: James Crawford v. John M'Coll.—Balance of account for labour done. Judgment by default for amount claimed, and costs. — [485, 639, 631, 688]
newspaper-title: THE TUAPEKA TIMES. — [378, 8, 736, 29]
article-paragraph: The Canadian Legislature took up the challenge, and Mr. Galt, the Premier, made an important speech, reviewing the mutual conduct of the Canadians and Federals during the war. He declared that the Dominion would support the mother country with its resources, should the designs of the States necessitate an appeal to arms. — [641, 1796, 787, 1931]
article-paragraph: The Fenian Amnesty Committee have sent £300 to Australia to pay the passages of the thirty-four liberated Fenians from Swan River. — [797, 1172, 943, 1220]
article-paragraph: Mr. Bright, in a speech in the House of Commons, said there would be no peace in Ireland until the land was in the hands of the people. The Marquis of Salisbury, in the House of Lords, asked whether Mr. Bright's words had been used ministerially. Earl Granville replied that Mr. Bright had committed an indiscretion, and had spoken only for himself. The Government would introduce no Irish Land Bill this session. At a subsequent stage of the debate, Lord Derby asserted that Mr. Bright's words would have an evil effect, and compared him to the Mayor of Cork, saying that their official character invested their remarks with importance. — [797, 242, 943, 488]
article-paragraph: Sir,—I observe with pleasure that an attempt is being made in Dunedin to found an institute similar to the Philosophical Institute of New Zealand. But, sir, while I rejoice that by means of such an association the numerous Otago observers of natural phenomena will be brought together, I cannot believe that the full benefit will be felt unless branch societies are founded in every district in the Province. Men of profound scientific attainments are, it is true, rarely to be met with; but there are many hundreds, especially among the mining community, who have a real love for the study of natural phenomena, and whose observations, collected and systematised would prove most valuable as aids to a natural history of the colony. While these humble labourers in the great field of science are very unlikely to join a Dunedin society, there is no doubt they would gladly avail themselves of the establishment of a local branch. Their efforts could then be given the proper direction; a small scientific library might be founded; in short, such an association would prove a kind of exchange for ideas and information. The occasional meetings would prove stimulants to increased exertion, and each man, by taking the narrow limits of his own dwelling-place, would prove a more exhaustive and minute observer than the more traveller can be. Further, the higher sciences, which deal with man as a moral and rational being, need not be neglected. By the encouragement of the study of what is commonly — [485, 1731, 631, 2309]
section-heading-waitahuna: WAITAHUNA. — [327, 1010, 475, 1030]
escort-row: Mount Ida 654 0 — [21, 675, 154, 687]
article-paragraph: Negotiations are pending between the Governments of Washington and Madrid, regarding the seizure of the American ship Mary Lowell. — [797, 2107, 943, 2169]
article-paragraph: R. Matheson was charged by Mr. Atkins, Sheep Inspector, with driving twenty sheep from Tapanui to Bonars, without a certificate. Fined 20s., and costs, and 43s. expenses. — [485, 877, 631, 951]
letter-location: Lawrence, July 6th. — [641, 701, 717, 713]
article-paragraph: An extensively attended meeting took place on June 4th, at the residence of the Duke of Marlborough, with reference to the passage of the Irish Church Bill through the House of Lords. A large majority, including the Earl of Derby, Lord Cairns, the Earl of Harrowby, and the Duke of Marlborough, advocated its rejection. The Earl of Devon declined to present a petition to the House of Lords against the Bill, saying that he considered it would be a serious misfortune if it were rejected. Many influential Conservatives are in favour of the second reading of the Bill. — [953, 621, 1099, 842]
article-paragraph: In the application of Abraham Blundell for the registration of a dam, objected to by W. Lapsley. Mr. Keen appeared for defendant and also for the Town Council (the dam being within the town boundary). He produced a letter from the Government, in answer to a request from the Town Council that Lawrence should be taken out of the Goldfields, granting the request, and stating that the withdrawal would appear in the "Gazette." Under the circumstances, the registration could not be granted. — [171, 1715, 317, 1911]
article-paragraph: Matheson Bros. were charged, on the information of the Sheep Inspector, with branding sheep with the brand of A. M'Nab, Knapdale, being in the same district, without permission to do so; but owing to their altering their brand, and having same registered, as soon as possible after being told to do so by the Inspector, the case was not pressed, they were fined 1s., 11s. 6d. costs, and 30s. expenses. — [485, 952, 631, 1111]
article-paragraph: The subject of the Polynesian Slave Trade has been brought before Parliament. — [797, 1222, 943, 1258]
escort-row: Dunstan 454 0 — [21, 720, 154, 732]
columns — [10, 44, 1104, 2508]
article-paragraph: Her Majesty has gone to Balmoral. — [641, 1197, 787, 1221]
article-paragraph: About four months ago a meeting was held at Mr. Taylor's store, and a com- — [171, 1952, 317, 1989]
section-heading-rm-court: RESIDENT MAGISTRATE'S COURT. — [195, 683, 292, 720]
article-paragraph: O'Connell's remains are to be removed from Dublin to the altar-tomb at Glasnevin. — [797, 1134, 943, 1170]
article-paragraph: Proposed by Ebenezer Halley, and seconded by John Mount, — [15, 975, 161, 1000]
article-paragraph: The captain, chief officer and seven of the crew of the Blue Jacket, with all the passengers and 4000 ozs., have landed at Queenstown. The second and third officers and thirty-two men, with two boats and 8000 ozs., are still missing. The ship, cargo, and specie, were fully insured. — [797, 1670, 943, 1781]
masthead-rule — [10, 39, 1104, 40]
escort-row: Twist 534 8 — [21, 686, 154, 698]
